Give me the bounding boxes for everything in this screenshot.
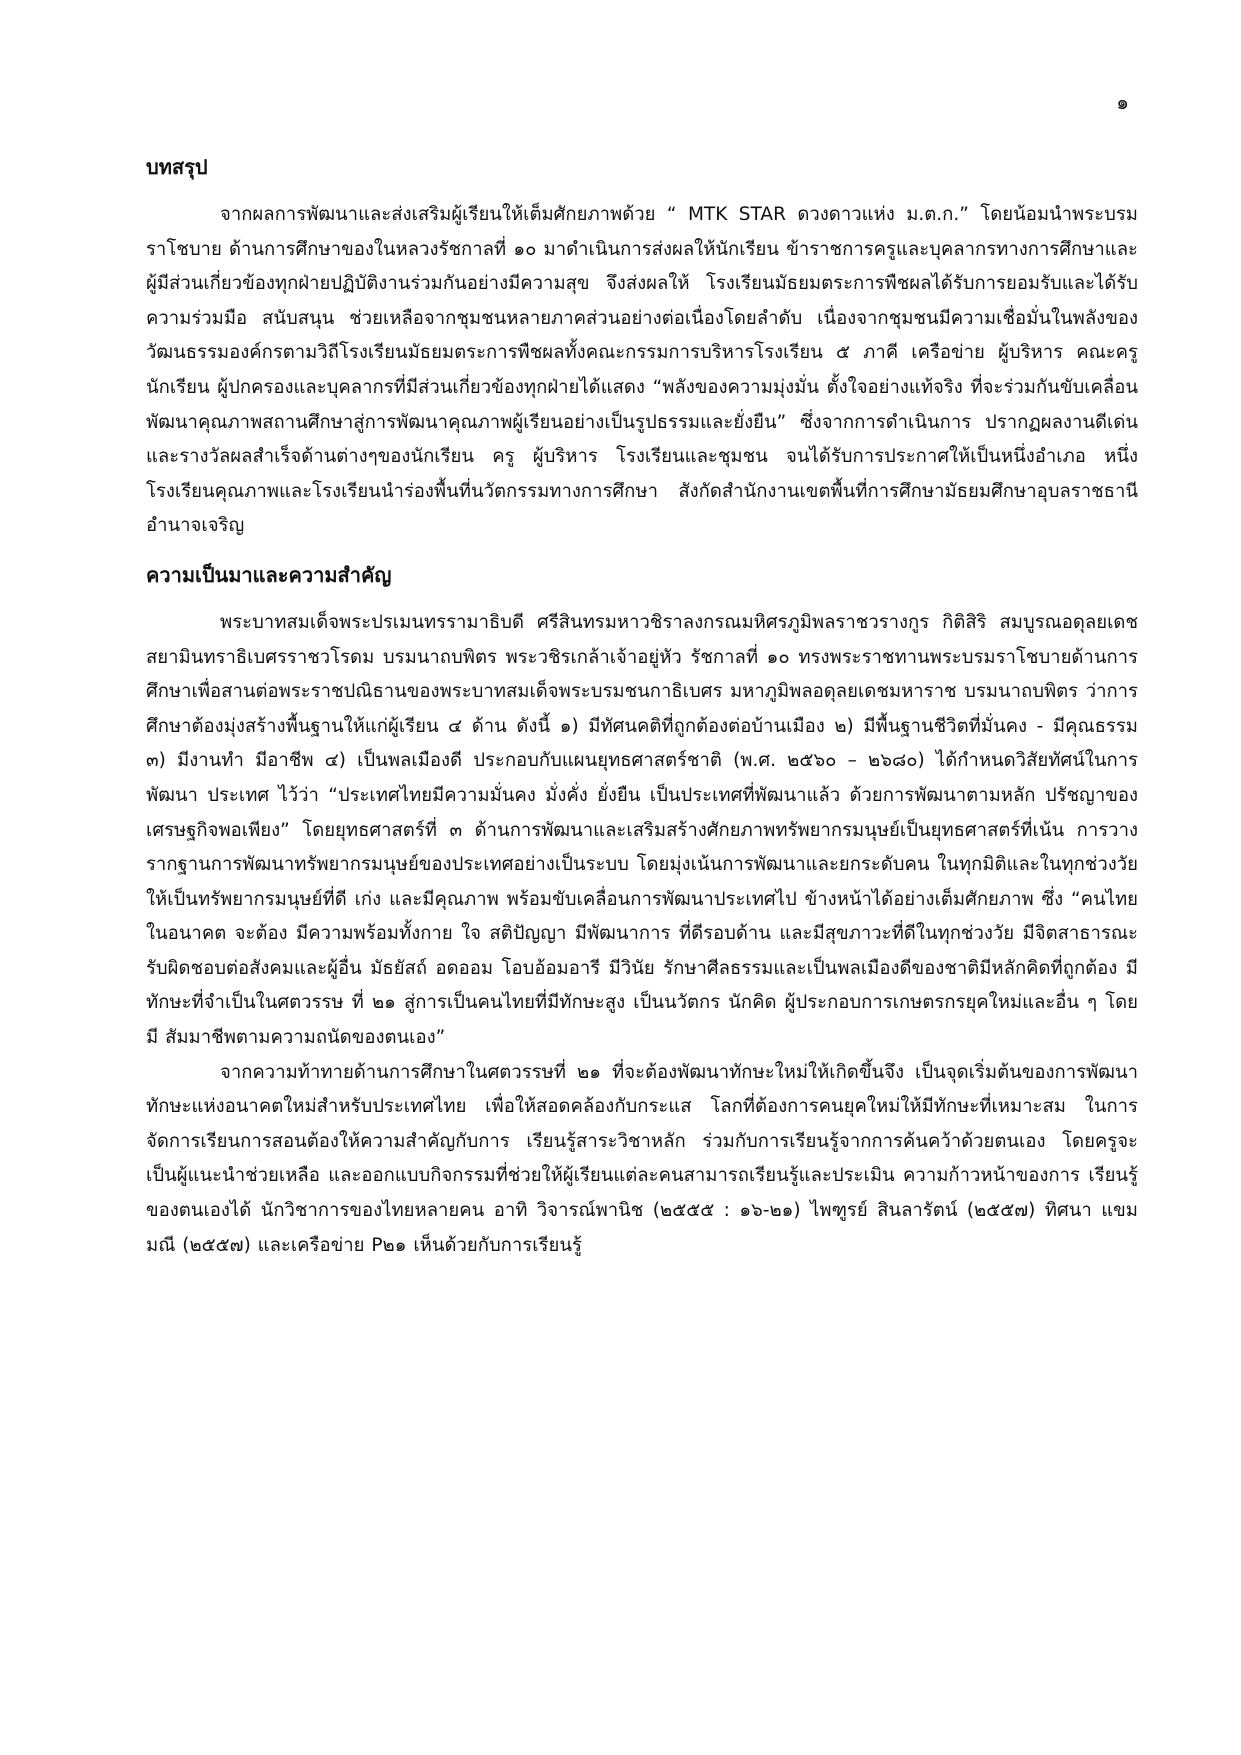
background-paragraph: พระบาทสมเด็จพระปรเมนทรรามาธิบดี ศรีสินทรมหาวชิราลงกรณมหิศรภูมิพลราชวรางกูร กิติสิริ สมบูรณอดุลยเดช สยามินทราธิเบศรราชวโรดม บรมนาถบพิตร พระวชิรเกล้าเจ้าอยู่หัว รัชกาลที่ ๑๐ ทรงพระราชทานพระบรมราโชบายด้านการศึกษาเพื่อสานต่อพระราชปณิธานของพระบาทสมเด็จพระบรมชนกาธิเบศร มหาภูมิพลอดุลยเดชมหาราช บรมนาถบพิตร ว่าการศึกษาต้องมุ่งสร้างพื้นฐานให้แก่ผู้เรียน ๔ ด้าน ดังนี้ ๑) มีทัศนคติที่ถูกต้องต่อบ้านเมือง ๒) มีพื้นฐานชีวิตที่มั่นคง - มีคุณธรรม ๓) มีงานทำ มีอาชีพ ๔) เป็นพลเมืองดี ประกอบกับแผนยุทธศาสตร์ชาติ (พ.ศ. ๒๕๖๐ – ๒๖๘๐) ได้กำหนดวิสัยทัศน์ในการพัฒนา ประเทศ ไว้ว่า “ประเทศไทยมีความมั่นคง มั่งคั่ง ยั่งยืน เป็นประเทศที่พัฒนาแล้ว ด้วยการพัฒนาตามหลัก ปรัชญาของ เศรษฐกิจพอเพียง” โดยยุทธศาสตร์ที่ ๓ ด้านการพัฒนาและเสริมสร้างศักยภาพทรัพยากรมนุษย์เป็นยุทธศาสตร์ที่เน้น การวางรากฐานการพัฒนาทรัพยากรมนุษย์ของประเทศอย่างเป็นระบบ โดยมุ่งเน้นการพัฒนาและยกระดับคน ในทุกมิติและในทุกช่วงวัยให้เป็นทรัพยากรมนุษย์ที่ดี เก่ง และมีคุณภาพ พร้อมขับเคลื่อนการพัฒนาประเทศไป ข้างหน้าได้อย่างเต็มศักยภาพ ซึ่ง “คนไทยในอนาคต จะต้อง มีความพร้อมทั้งกาย ใจ สติปัญญา มีพัฒนาการ ที่ดีรอบด้าน และมีสุขภาวะที่ดีในทุกช่วงวัย มีจิตสาธารณะ รับผิดชอบต่อสังคมและผู้อื่น มัธยัสถ์ อดออม โอบอ้อมอารี มีวินัย รักษาศีลธรรมและเป็นพลเมืองดีของชาติมีหลักคิดที่ถูกต้อง มีทักษะที่จำเป็นในศตวรรษ ที่ ๒๑ สู่การเป็นคนไทยที่มีทักษะสูง เป็นนวัตกร นักคิด ผู้ประกอบการเกษตรกรยุคใหม่และอื่น ๆ โดยมี สัมมาชีพตามความถนัดของตนเอง”	[146, 611, 1138, 1049]
document-body	[146, 150, 1138, 1263]
background-heading: ความเป็นมาและความสำคัญ	[146, 562, 392, 587]
background-section	[146, 558, 1138, 1263]
page-number: ๑	[1116, 90, 1129, 114]
summary-paragraph: จากผลการพัฒนาและส่งเสริมผู้เรียนให้เต็มศักยภาพด้วย “ MTK STAR ดวงดาวแห่ง ม.ต.ก.” โดยน้อมนำพระบรมราโชบาย ด้านการศึกษาของในหลวงรัชกาลที่ ๑๐ มาดำเนินการส่งผลให้นักเรียน ข้าราชการครูและบุคลากรทางการศึกษาและผู้มีส่วนเกี่ยวข้องทุกฝ่ายปฏิบัติงานร่วมกันอย่างมีความสุข จึงส่งผลให้ โรงเรียนมัธยมตระการพืชผลได้รับการยอมรับและได้รับความร่วมมือ สนับสนุน ช่วยเหลือจากชุมชนหลายภาคส่วนอย่างต่อเนื่องโดยลำดับ เนื่องจากชุมชนมีความเชื่อมั่นในพลังของวัฒนธรรมองค์กรตามวิถีโรงเรียนมัธยมตระการพืชผลทั้งคณะกรรมการบริหารโรงเรียน ๕ ภาคี เครือข่าย ผู้บริหาร คณะครู นักเรียน ผู้ปกครองและบุคลากรที่มีส่วนเกี่ยวข้องทุกฝ่ายได้แสดง “พลังของความมุ่งมั่น ตั้งใจอย่างแท้จริง ที่จะร่วมกันขับเคลื่อนพัฒนาคุณภาพสถานศึกษาสู่การพัฒนาคุณภาพผู้เรียนอย่างเป็นรูปธรรมและยั่งยืน” ซึ่งจากการดำเนินการ ปรากฏผลงานดีเด่นและรางวัลผลสำเร็จด้านต่างๆของนักเรียน ครู ผู้บริหาร โรงเรียนและชุมชน จนได้รับการประกาศให้เป็นหนึ่งอำเภอ หนึ่งโรงเรียนคุณภาพและโรงเรียนนำร่องพื้นที่นวัตกรรมทางการศึกษา สังกัดสำนักงานเขตพื้นที่การศึกษามัธยมศึกษาอุบลราชธานี อำนาจเจริญ	[146, 204, 1138, 537]
summary-heading: บทสรุป	[146, 155, 208, 179]
background-paragraph: จากความท้าทายด้านการศึกษาในศตวรรษที่ ๒๑ ที่จะต้องพัฒนาทักษะใหม่ให้เกิดขึ้นจึง เป็นจุดเริ่มต้นของการพัฒนาทักษะแห่งอนาคตใหม่สำหรับประเทศไทย เพื่อให้สอดคล้องกับกระแส โลกที่ต้องการคนยุคใหม่ให้มีทักษะที่เหมาะสม ในการจัดการเรียนการสอนต้องให้ความสำคัญกับการ เรียนรู้สาระวิชาหลัก ร่วมกับการเรียนรู้จากการค้นคว้าด้วยตนเอง โดยครูจะเป็นผู้แนะนำช่วยเหลือ และออกแบบกิจกรรมที่ช่วยให้ผู้เรียนแต่ละคนสามารถเรียนรู้และประเมิน ความก้าวหน้าของการ เรียนรู้ของตนเองได้ นักวิชาการของไทยหลายคน อาทิ วิจารณ์พานิช (๒๕๕๕ : ๑๖-๒๑) ไพฑูรย์ สินลารัตน์ (๒๕๕๗) ทิศนา แขมมณี (๒๕๕๗) และเครือข่าย P๒๑ เห็นด้วยกับการเรียนรู้	[146, 1061, 1138, 1256]
summary-section	[146, 150, 1138, 544]
